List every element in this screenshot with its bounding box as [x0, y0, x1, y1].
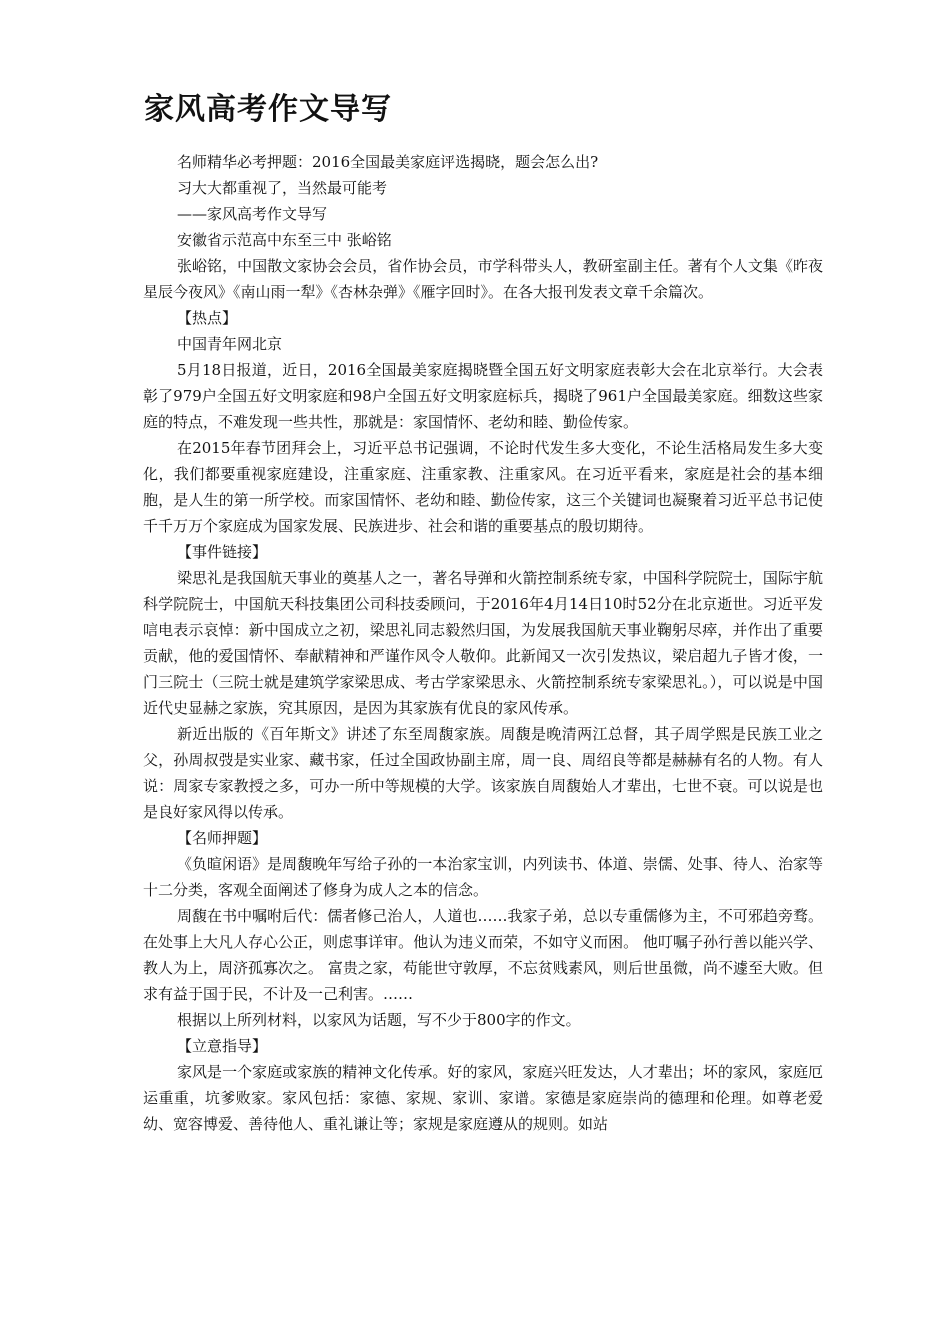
document-body: [143, 149, 823, 1137]
paragraph-spring-festival: 在2015年春节团拜会上，习近平总书记强调，不论时代发生多大变化，不论生活格局发生多大变化，我们都要重视家庭建设，注重家庭、注重家教、注重家风。在习近平看来，家庭是社会的基本细胞，是人生的第一所学校。而家国情怀、老幼和睦、勤俭传家，这三个关键词也凝聚着习近平总书记使千千万万个家庭成为国家发展、民族进步、社会和谐的重要基点的殷切期待。: [143, 439, 823, 535]
paragraph-subtitle: ——家风高考作文导写: [177, 205, 328, 223]
paragraph-author-bio: 张峪铭，中国散文家协会会员，省作协会员，市学科带头人，教研室副主任。著有个人文集《昨夜星辰今夜风》《南山雨一犁》《杏林杂弹》《雁字回时》。在各大报刊发表文章千余篇次。: [143, 257, 823, 301]
section-heading-event-link: 【事件链接】: [177, 543, 268, 561]
section-heading-prediction: 【名师押题】: [177, 829, 268, 847]
paragraph-essay-prompt: 根据以上所列材料，以家风为话题，写不少于800字的作文。: [177, 1011, 581, 1029]
section-heading-hotspot: 【热点】: [177, 309, 238, 327]
section-heading-guidance: 【立意指导】: [177, 1037, 268, 1055]
paragraph-author: 安徽省示范高中东至三中 张峪铭: [177, 231, 392, 249]
paragraph-fuxuan-xianyu: 《负暄闲语》是周馥晚年写给子孙的一本治家宝训，内列读书、体道、崇儒、处事、待人、治家等十二分类，客观全面阐述了修身为成人之本的信念。: [143, 855, 823, 899]
paragraph-zhou-fu-instructions: 周馥在书中嘱咐后代：儒者修己治人，人道也……我家子弟，总以专重儒修为主，不可邪趋旁骛。在处事上大凡人存心公正，则虑事详审。他认为违义而荣，不如守义而困。 他叮嘱子孙行善以能兴学、教人为上，周济孤寡次之。 富贵之家，苟能世守敦厚，不忘贫贱素风，则后世虽微，尚不遽至大败。但求有益于国于民，不计及一己利害。……: [143, 907, 823, 1003]
paragraph-news-report: 5月18日报道，近日，2016全国最美家庭揭晓暨全国五好文明家庭表彰大会在北京举行。大会表彰了979户全国五好文明家庭和98户全国五好文明家庭标兵，揭晓了961户全国最美家庭。细数这些家庭的特点，不难发现一些共性，那就是：家国情怀、老幼和睦、勤俭传家。: [143, 361, 823, 431]
paragraph-news-source: 中国青年网北京: [177, 335, 283, 353]
paragraph-liang-sili: 梁思礼是我国航天事业的奠基人之一，著名导弹和火箭控制系统专家，中国科学院院士，国际宇航科学院院士，中国航天科技集团公司科技委顾问，于2016年4月14日10时52分在北京逝世。习近平发唁电表示哀悼：新中国成立之初，梁思礼同志毅然归国，为发展我国航天事业鞠躬尽瘁，并作出了重要贡献，他的爱国情怀、奉献精神和严谨作风令人敬仰。此新闻又一次引发热议，梁启超九子皆才俊，一门三院士（三院士就是建筑学家梁思成、考古学家梁思永、火箭控制系统专家梁思礼。），可以说是中国近代史显赫之家族，究其原因，是因为其家族有优良的家风传承。: [143, 569, 823, 717]
paragraph-family-tradition: 家风是一个家庭或家族的精神文化传承。好的家风，家庭兴旺发达，人才辈出；坏的家风，家庭厄运重重，坑爹败家。家风包括：家德、家规、家训、家谱。家德是家庭崇尚的德理和伦理。如尊老爱幼、宽容博爱、善待他人、重礼谦让等；家规是家庭遵从的规则。如站: [143, 1063, 823, 1133]
document-title: 家风高考作文导写: [144, 92, 392, 127]
paragraph-zhou-family: 新近出版的《百年斯文》讲述了东至周馥家族。周馥是晚清两江总督，其子周学熙是民族工业之父，孙周叔弢是实业家、藏书家，任过全国政协副主席，周一良、周绍良等都是赫赫有名的人物。有人说：周家专家教授之多，可办一所中等规模的大学。该家族自周馥始人才辈出，七世不衰。可以说是也是良好家风得以传承。: [143, 725, 823, 821]
paragraph-exam-headline: 名师精华必考押题：2016全国最美家庭评选揭晓，题会怎么出?: [177, 153, 599, 171]
paragraph-subheadline: 习大大都重视了，当然最可能考: [177, 179, 388, 197]
